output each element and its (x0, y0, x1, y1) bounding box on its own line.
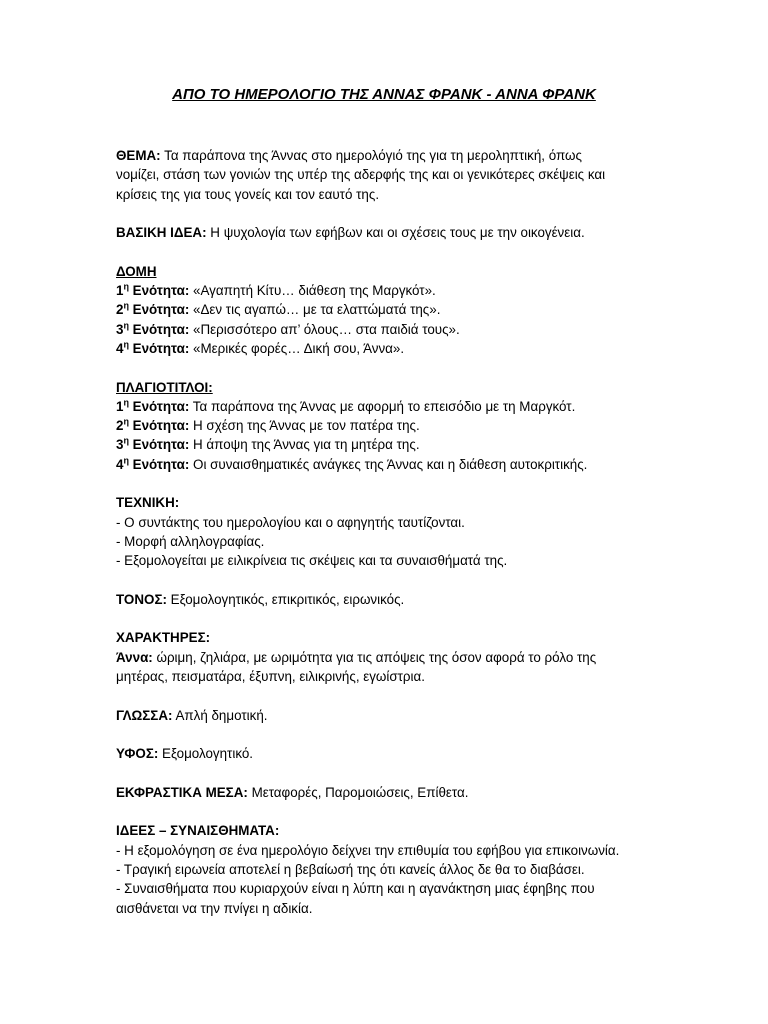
texniki-line-1: - Ο συντάκτης του ημερολογίου και ο αφηγητής ταυτίζονται. (116, 514, 465, 530)
xaraktires-heading: ΧΑΡΑΚΤΗΡΕΣ: (116, 630, 211, 646)
plagiotitloi-item-2: $2^\eta$ Ενότητα: Η σχέση της Άννας με τον πατέρα της. (116, 416, 420, 434)
tonos-label: ΤΟΝΟΣ: (116, 591, 167, 607)
xaraktires-label: Άννα: (116, 649, 153, 665)
idees-line-2: - Τραγική ειρωνεία αποτελεί η βεβαίωσή της ότι κανείς άλλος δε θα το διαβάσει. (116, 861, 585, 877)
xaraktires-line-1: Άννα: ώριμη, ζηλιάρα, με ωριμότητα για τις απόψεις της όσον αφορά το ρόλο της (116, 649, 597, 665)
vasiki-idea-label: ΒΑΣΙΚΗ ΙΔΕΑ: (116, 225, 207, 241)
ekfrastika-line (116, 783, 661, 802)
tonos-line (116, 590, 661, 609)
document-title: ΑΠΟ ΤΟ ΗΜΕΡΟΛΟΓΙΟ ΤΗΣ ΑΝΝΑΣ ΦΡΑΝΚ - ΑΝΝΑ ΦΡΑΝΚ (172, 86, 596, 103)
domi-item-3: $3^\eta$ Ενότητα: «Περισσότερο απ’ όλους… στα παιδιά τους». (116, 320, 460, 337)
thema-line-1 (116, 146, 661, 165)
thema-line-2: νομίζει, στάση των γονιών της υπέρ της αδερφής της και οι γενικότερες σκέψεις και (116, 167, 606, 183)
idees-heading: ΙΔΕΕΣ – ΣΥΝΑΙΣΘΗΜΑΤΑ: (116, 823, 280, 839)
yfos-text: Εξομολογητικό. (158, 746, 254, 762)
idees-line-1: - Η εξομολόγηση σε ένα ημερολόγιο δείχνει την επιθυμία του εφήβου για επικοινωνία. (116, 842, 620, 858)
domi-item-1: $1^\eta$ Ενότητα: «Αγαπητή Κίτυ… διάθεση της Μαργκότ». (116, 281, 436, 299)
glossa-line (116, 706, 661, 725)
thema-label: ΘΕΜΑ: (116, 148, 161, 163)
plagiotitloi-heading: ΠΛΑΓΙΟΤΙΤΛΟΙ: (116, 379, 213, 395)
plagiotitloi-item-1: $1^\eta$ Ενότητα: Τα παράπονα της Άννας με αφορμή το επεισόδιο με τη Μαργκότ. (116, 397, 576, 414)
plagiotitloi-item-3: $3^\eta$ Ενότητα: Η άποψη της Άννας για τη μητέρα της. (116, 435, 420, 453)
xaraktires-line-2: μητέρας, πεισματάρα, έξυπνη, ειλικρινής, εγωίστρια. (116, 669, 425, 685)
texniki-line-3: - Εξομολογείται με ειλικρίνεια τις σκέψεις και τα συναισθήματά της. (116, 553, 508, 569)
domi-item-2: $2^\eta$ Ενότητα: «Δεν τις αγαπώ… με τα ελαττώματά της». (116, 300, 441, 318)
domi-heading: ΔΟΜΗ (116, 263, 157, 279)
glossa-label: ΓΛΩΣΣΑ: (116, 707, 173, 723)
document-body (116, 146, 661, 918)
ekfrastika-label: ΕΚΦΡΑΣΤΙΚΑ ΜΕΣΑ: (116, 784, 248, 800)
vasiki-idea-text: Η ψυχολογία των εφήβων και οι σχέσεις τους με την οικογένεια. (206, 225, 585, 241)
idees-line-4: αισθάνεται να την πνίγει η αδικία. (116, 900, 313, 916)
glossa-text: Απλή δημοτική. (172, 707, 268, 723)
domi-item-4: $4^\eta$ Ενότητα: «Μερικές φορές… Δική σου, Άννα». (116, 339, 405, 356)
idees-line-3: - Συναισθήματα που κυριαρχούν είναι η λύπη και η αγανάκτηση μιας έφηβης που (116, 881, 595, 897)
tonos-text: Εξομολογητικός, επικριτικός, ειρωνικός. (166, 591, 405, 607)
plagiotitloi-item-4: $4^\eta$ Ενότητα: Οι συναισθηματικές ανάγκες της Άννας και η διάθεση αυτοκριτικής. (116, 455, 588, 472)
yfos-line (116, 744, 661, 763)
texniki-heading: ΤΕΧΝΙΚΗ: (116, 495, 180, 511)
texniki-line-2: - Μορφή αλληλογραφίας. (116, 533, 265, 549)
thema-line-3: κρίσεις της για τους γονείς και τον εαυτό της. (116, 186, 380, 202)
yfos-label: ΥΦΟΣ: (116, 746, 159, 762)
thema-text: Τα παράπονα της Άννας στο ημερολόγιό της για τη μεροληπτική, όπως (160, 148, 582, 163)
vasiki-idea-line (116, 223, 661, 242)
ekfrastika-text: Μεταφορές, Παρομοιώσεις, Επίθετα. (247, 784, 469, 800)
